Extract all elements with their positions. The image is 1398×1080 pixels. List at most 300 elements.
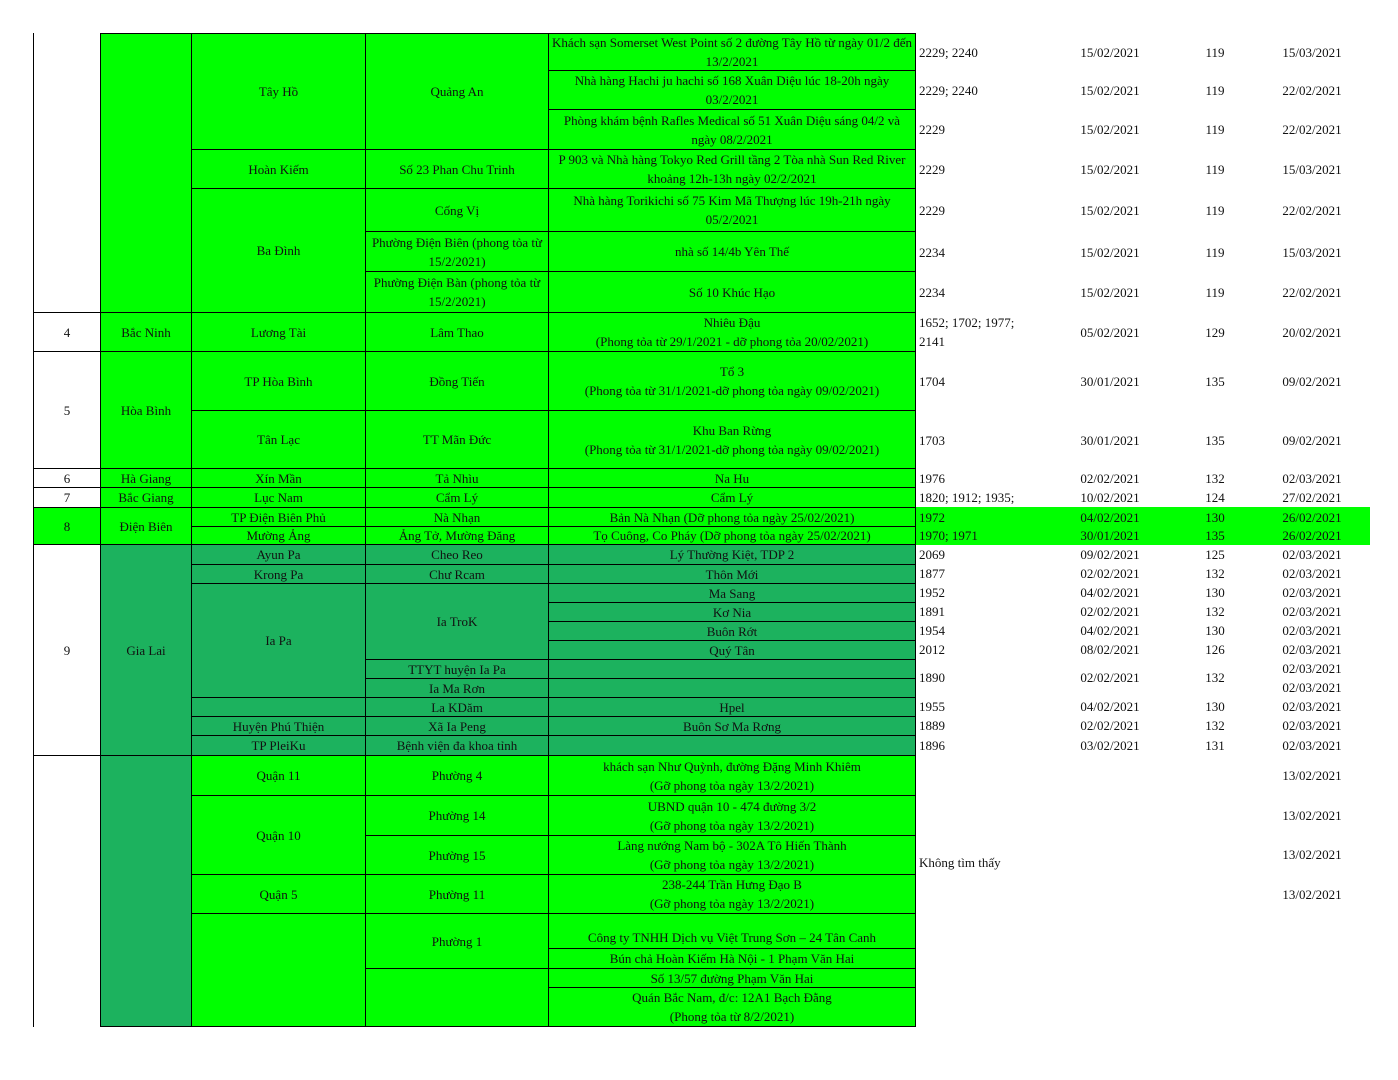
case-ids [916,313,1056,351]
days-cell [1190,545,1240,564]
date-cell [1060,602,1160,621]
cell-text: 2229; 2240 [919,44,978,60]
end-date-cell [1262,564,1362,583]
cell-text: Chư Rcam [429,566,485,582]
case-ids [916,621,1056,640]
cell-text: 13/02/2021 [1282,846,1342,862]
end-date-cell [1262,119,1362,139]
cell-text: 130 [1205,509,1225,525]
cell-text: 13/02/2021 [1282,886,1342,902]
cell-text: 130 [1205,699,1225,714]
cell-text: TTYT huyện Ia Pa [408,661,506,677]
cell-text: 02/03/2021 [1282,585,1342,600]
cell-text: Ia Ma Rơn [429,680,485,696]
cell-text: 02/03/2021 [1282,547,1342,562]
date-cell [1060,564,1160,583]
cell-text: 22/02/2021 [1282,121,1342,137]
case-ids [916,716,1056,735]
district-cell [191,735,366,756]
cell-text: 132 [1205,718,1225,733]
cell-text: 119 [1205,82,1225,98]
district-cell [191,188,366,313]
district-cell [191,487,366,508]
end-date-cell [1262,507,1362,527]
cell-text: Ma Sang [708,585,756,601]
cell-text: (Phong tỏa từ 31/1/2021-dỡ phong tỏa ngày 09/02/2021) [584,383,880,398]
cell-text: 15/03/2021 [1282,161,1342,177]
cell-text: Cẩm Lý [710,490,754,505]
cell-text: Ia Pa [265,633,292,648]
cell-text: khách sạn Như Quỳnh, đường Đặng Minh Khiêm [603,758,861,774]
cell-text: 238-244 Trần Hưng Đạo B [662,877,802,892]
cell-text: 15/03/2021 [1282,244,1342,260]
cell-text: Bắc Giang [118,490,174,505]
days-cell [1190,621,1240,640]
cell-text: 119 [1205,284,1225,300]
cell-text: 2069 [919,547,945,562]
cell-text: Xã Ia Peng [428,718,486,734]
case-ids [916,488,1056,507]
date-cell [1060,80,1160,100]
case-ids [916,583,1056,602]
cell-text: 15/02/2021 [1080,161,1140,177]
cell-text: 04/02/2021 [1080,699,1140,714]
case-ids [916,697,1056,716]
province-cell-hcm [100,755,192,1027]
end-date-cell [1262,884,1362,904]
cell-text: (Gỡ phong tỏa ngày 13/2/2021) [649,777,815,793]
location-label: Nhà hàng Hachi ju hachi số 168 Xuân Diệu lúc 18-20h ngày 03/2/2021 [574,73,890,107]
table-left-border [33,33,34,313]
location-cell [548,678,916,698]
end-date-cell [1262,697,1362,716]
cell-text: 10/02/2021 [1080,490,1140,505]
cell-text: Thôn Mới [705,566,759,582]
table-left-border [33,755,34,1027]
end-date-cell [1262,469,1362,488]
cell-text: Ảng Tở, Mường Đăng [398,528,516,543]
cell-text: Tân Lạc [257,432,300,447]
cell-text: 1877 [919,566,945,581]
cell-text: 26/02/2021 [1282,509,1342,525]
location-cell [548,755,916,796]
cell-text: 02/02/2021 [1080,669,1140,685]
cell-text: 8 [63,518,71,534]
cell-text: 15/02/2021 [1080,284,1140,300]
date-cell [1060,545,1160,564]
cell-text: 04/02/2021 [1080,623,1140,638]
district-cell [191,544,366,565]
end-date-cell [1262,659,1362,678]
cell-text: 02/03/2021 [1282,566,1342,581]
cell-text: Mường Ảng [246,528,311,543]
date-cell [1060,119,1160,139]
cell-text: 131 [1205,738,1225,753]
cell-text: Tổ 3 [719,364,745,379]
location-cell [548,468,916,488]
end-date-cell [1262,159,1362,179]
end-date-cell [1262,80,1362,100]
location-cell [548,544,916,565]
district-cell [191,312,366,352]
cell-text: 09/02/2021 [1282,432,1342,448]
cell-text: Ia TroK [436,614,478,629]
days-cell [1190,42,1240,62]
location-cell [548,526,916,545]
ward-cell [365,716,549,736]
date-cell [1060,736,1160,755]
cell-text: Gia Lai [126,642,166,658]
date-cell [1060,42,1160,62]
cell-text: 03/02/2021 [1080,738,1140,753]
ward-label: Phường Điện Biên (phong tỏa từ 15/2/2021) [371,234,543,269]
date-cell [1060,430,1160,450]
cell-text: 22/02/2021 [1282,202,1342,218]
date-cell [1060,282,1160,302]
cell-text: TP PleiKu [251,738,306,753]
cell-text: 7 [63,490,71,505]
location-cell [548,231,916,272]
stt-cell [33,507,101,545]
end-date-cell [1262,526,1362,545]
cell-text: Quận 10 [256,827,301,843]
case-ids [916,430,1056,450]
location-cell [548,271,916,313]
location-cell [548,507,916,527]
cell-text: Lương Tài [250,324,307,340]
date-cell [1060,621,1160,640]
ward-cell [365,659,549,679]
stt-cell [33,544,101,756]
cell-text: Điện Biên [119,518,173,534]
cell-text: 30/01/2021 [1080,373,1140,389]
cell-text: 2012 [919,642,945,657]
cell-text: 130 [1205,623,1225,638]
ward-cell [365,874,549,914]
ward-cell [365,188,549,232]
cell-text: 119 [1205,202,1225,218]
cell-text: 15/02/2021 [1080,202,1140,218]
cell-text: 09/02/2021 [1080,547,1140,562]
cell-text: 124 [1205,490,1225,505]
cell-text: Hòa Bình [120,402,172,418]
days-cell [1190,583,1240,602]
stt-cell [33,487,101,508]
location-cell [548,564,916,584]
cell-text: 1652; 1702; 1977; [919,315,1015,330]
end-date-cell [1262,42,1362,62]
location-cell [548,874,916,914]
cell-text: 02/03/2021 [1282,623,1342,638]
cell-text: 2234 [919,244,945,260]
location-label: Nhà hàng Torikichi số 75 Kim Mã Thượng lúc 19h-21h ngày 05/2/2021 [573,193,891,227]
cell-text: 132 [1205,471,1225,486]
cell-text: Nhiêu Đậu [703,315,761,330]
location-cell [548,109,916,150]
cell-text: Cheo Reo [431,547,483,562]
cell-text: Tọ Cuông, Co Pháy (Dỡ phong tỏa ngày 25/02/2021) [593,528,871,543]
date-cell [1060,322,1160,342]
stt-cell [33,351,101,469]
date-cell [1060,697,1160,716]
date-cell [1060,159,1160,179]
cell-text: (Phong tỏa từ 29/1/2021 - dỡ phong tỏa 20/02/2021) [595,334,869,349]
cell-text: 4 [63,324,71,340]
district-cell [191,716,366,736]
days-cell [1190,716,1240,735]
cell-text: 135 [1205,432,1225,448]
date-cell [1060,488,1160,507]
end-date-cell [1262,200,1362,220]
cell-text: (Phong tỏa từ 8/2/2021) [669,1009,795,1024]
ward-cell [365,149,549,189]
province-cell [100,312,192,352]
location-label: nhà số 14/4b Yên Thế [674,244,790,259]
date-cell [1060,371,1160,391]
cell-text: 02/02/2021 [1080,718,1140,733]
cell-text: (Gỡ phong tỏa ngày 13/2/2021) [649,896,815,911]
district-cell [191,526,366,545]
case-ids [916,545,1056,564]
cell-text: Hpel [719,699,745,715]
date-cell [1060,200,1160,220]
case-ids [916,640,1056,659]
ward-cell [365,526,549,545]
cell-text: 1703 [919,432,945,448]
case-ids [916,80,1056,100]
district-cell [191,149,366,189]
days-cell [1190,564,1240,583]
location-label: Số 10 Khúc Hạo [688,284,776,300]
cell-text: 119 [1205,44,1225,60]
cell-text: Phường 15 [428,847,486,863]
ward-cell [365,735,549,756]
days-cell [1190,526,1240,545]
case-ids [916,282,1056,302]
cell-text: 22/02/2021 [1282,284,1342,300]
cell-text: La KDăm [431,699,483,715]
district-cell [191,583,366,698]
cell-text: 02/03/2021 [1282,680,1342,695]
end-date-cell [1262,545,1362,564]
cell-text: 27/02/2021 [1282,490,1342,505]
location-cell [548,70,916,110]
ward-cell [365,678,549,698]
table-row-divider [33,755,101,756]
ward-cell [365,468,549,488]
date-cell [1060,469,1160,488]
ward-label: Phường Điện Bàn (phong tỏa từ 15/2/2021) [373,275,541,309]
cell-text: 1896 [919,738,945,753]
cell-text: 1889 [919,718,945,733]
cell-text: Cẩm Lý [435,490,479,505]
cell-text: 1952 [919,585,945,600]
district-cell [191,913,366,1027]
location-cell [548,716,916,736]
case-ids [916,200,1056,220]
cell-text: 126 [1205,642,1225,657]
ward-label: Số 23 Phan Chu Trinh [399,161,515,177]
location-cell [548,351,916,411]
end-date-cell [1262,602,1362,621]
case-ids [916,602,1056,621]
date-cell [1060,507,1160,527]
district-label: Ba Đình [256,243,301,258]
cell-text: Kơ Nia [712,604,752,620]
cell-text: 02/03/2021 [1282,738,1342,753]
days-cell [1190,282,1240,302]
cell-text: Tả Nhìu [435,470,479,486]
cell-text: 13/02/2021 [1282,807,1342,823]
cell-text: 1954 [919,623,945,638]
ward-cell [365,583,549,660]
date-cell [1060,526,1160,545]
end-date-cell [1262,621,1362,640]
date-cell [1060,583,1160,602]
ward-cell [365,697,549,717]
case-ids [916,371,1056,391]
ward-cell [365,544,549,565]
cell-text: Na Hu [714,470,750,486]
ward-cell [365,33,549,150]
location-cell [548,149,916,189]
days-cell [1190,697,1240,716]
cell-text: Lý Thường Kiệt, TDP 2 [669,547,795,562]
cell-text: Lâm Thao [430,324,484,340]
cell-text: 02/03/2021 [1282,699,1342,714]
cell-text: 132 [1205,604,1225,619]
case-ids [916,119,1056,139]
cell-text: Buôn Sơ Ma Rơng [683,718,781,734]
cell-text: Quận 5 [259,886,298,902]
cell-text: 119 [1205,121,1225,137]
district-cell [191,33,366,150]
cell-text: Làng nướng Nam bộ - 302A Tô Hiến Thành [617,838,847,853]
cell-text: Quý Tân [709,642,755,658]
cell-text: (Phong tỏa từ 31/1/2021-dỡ phong tỏa ngày 09/02/2021) [584,441,880,457]
cell-text: 02/03/2021 [1282,718,1342,733]
date-cell [1060,716,1160,735]
cell-text: Buôn Rớt [706,623,758,639]
cell-text: Bệnh viện đa khoa tỉnh [396,738,518,753]
ward-cell [365,271,549,313]
days-cell [1190,469,1240,488]
end-date-cell [1262,765,1362,785]
location-cell [548,659,916,679]
ward-cell [365,351,549,411]
cell-text: TP Hòa Bình [244,373,313,389]
district-cell [191,874,366,914]
end-date-cell [1262,678,1362,697]
ward-cell [365,487,549,508]
ward-label: Quảng An [430,84,484,99]
cell-text: Phường 4 [431,768,483,783]
cell-text: 02/02/2021 [1080,471,1140,486]
province-cell [100,351,192,469]
end-date-cell [1262,430,1362,450]
case-ids [916,667,1056,687]
location-cell [548,33,916,71]
location-cell [548,621,916,641]
location-cell [548,410,916,469]
district-label: Hoàn Kiếm [248,161,309,177]
cell-text: 9 [63,642,71,658]
ward-label: Cống Vị [434,202,480,218]
location-cell [548,697,916,717]
days-cell [1190,80,1240,100]
cell-text: 15/02/2021 [1080,82,1140,98]
cell-text: Bắc Ninh [121,324,171,340]
cell-text: 5 [63,402,71,418]
days-cell [1190,200,1240,220]
cell-text: Ayun Pa [256,547,301,562]
case-ids [916,507,1056,527]
cell-text: 6 [63,470,71,486]
cell-text: 1704 [919,373,945,389]
days-cell [1190,119,1240,139]
days-cell [1190,736,1240,755]
ward-cell [365,755,549,796]
cell-text: Huyện Phú Thiện [232,718,325,734]
province-cell [100,507,192,545]
cell-text: Phường 1 [431,933,483,949]
cell-text: 130 [1205,585,1225,600]
cell-text: 1972 [919,509,945,525]
cell-text: 02/03/2021 [1282,661,1342,676]
end-date-cell [1262,640,1362,659]
cell-text: 1955 [919,699,945,714]
cell-text: 22/02/2021 [1282,82,1342,98]
days-cell [1190,507,1240,527]
cell-text: Quận 11 [256,768,301,783]
cell-text: TT Mãn Đức [422,432,492,447]
location-cell [548,795,916,836]
district-cell [191,410,366,469]
cell-text: 2229; 2240 [919,82,978,98]
cell-text: 125 [1205,547,1225,562]
end-date-cell [1262,736,1362,755]
cell-text: Không tìm thấy [919,854,1001,870]
cell-text: Bún chả Hoàn Kiếm Hà Nội - 1 Phạm Văn Hai [609,951,855,966]
ward-cell [365,564,549,584]
district-cell [191,795,366,875]
case-ids [916,159,1056,179]
location-cell [548,735,916,756]
cell-text: (Gỡ phong tỏa ngày 13/2/2021) [649,817,815,833]
days-cell [1190,159,1240,179]
province-cell-hanoi [100,33,192,313]
district-cell [191,697,366,717]
case-ids [916,42,1056,62]
date-cell [1060,640,1160,659]
cell-text: 119 [1205,244,1225,260]
end-date-cell [1262,242,1362,262]
case-ids [916,526,1056,545]
case-ids [916,469,1056,488]
cell-text: 1891 [919,604,945,619]
end-date-cell [1262,322,1362,342]
cell-text: 2229 [919,161,945,177]
stt-cell [33,468,101,488]
case-ids [916,564,1056,583]
cell-text: 1976 [919,471,945,486]
district-cell [191,755,366,796]
cell-text: Khu Ban Rừng [692,422,772,438]
cell-text: 13/02/2021 [1282,767,1342,783]
cell-text: 119 [1205,161,1225,177]
location-cell [548,583,916,603]
district-cell [191,468,366,488]
